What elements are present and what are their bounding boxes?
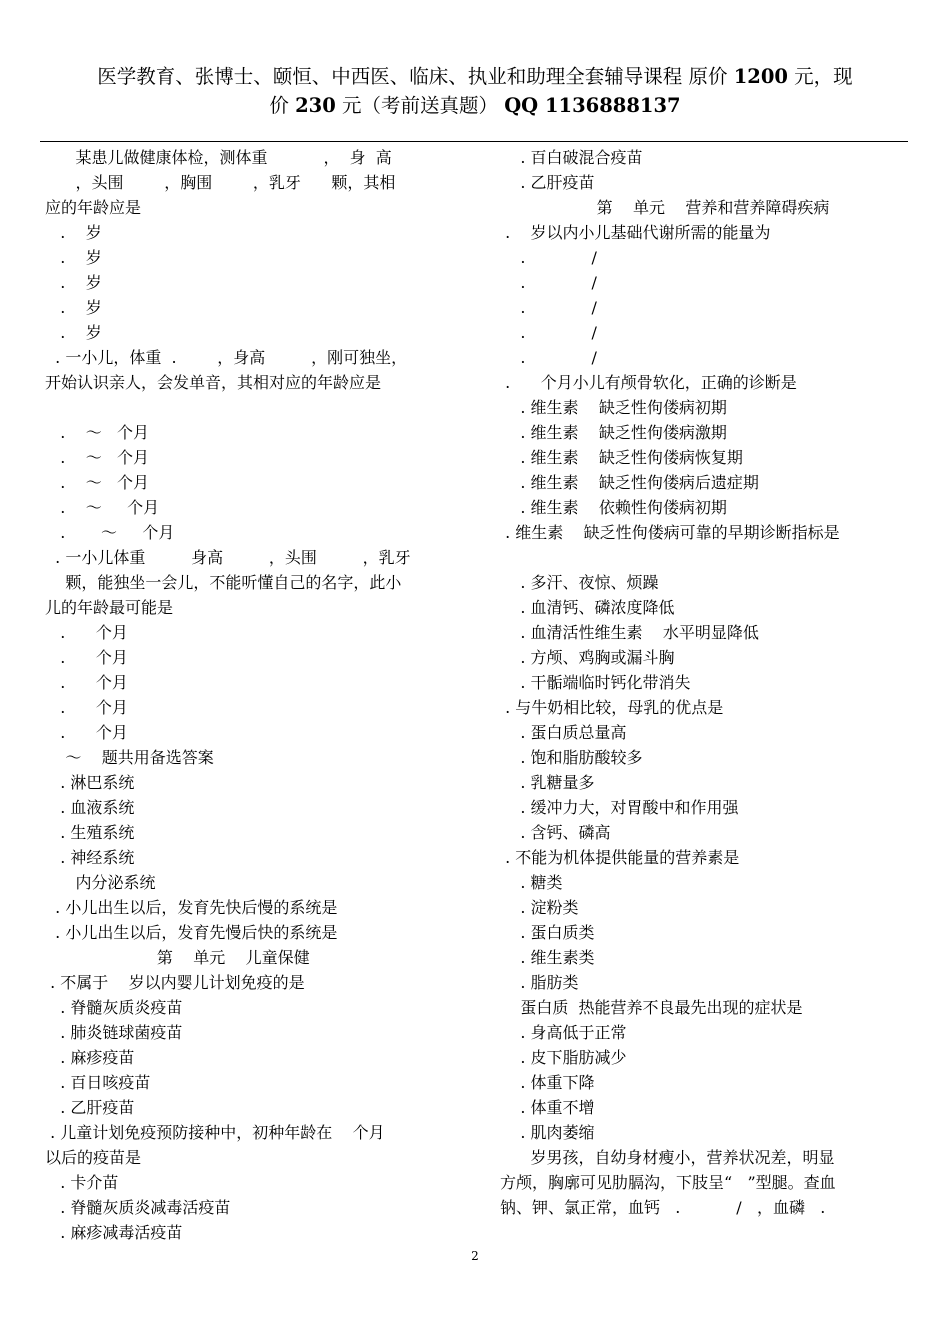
text-line: . 缓冲力大，对胃酸中和作用强 — [500, 798, 739, 817]
text-line: . 肺炎链球菌疫苗 — [45, 1023, 183, 1042]
text-line: . / — [500, 273, 597, 292]
text-line: 儿的年龄最可能是 — [45, 598, 174, 617]
right-column — [500, 145, 910, 1220]
text-line: . 蛋白质总量高 — [500, 723, 627, 742]
text-line: . 皮下脂肪减少 — [500, 1048, 627, 1067]
header-text: 价 — [269, 94, 296, 117]
text-line: . 个月 — [45, 648, 128, 667]
text-line: 应的年龄应是 — [45, 198, 142, 217]
current-price: 230 — [295, 94, 336, 117]
text-line: . / — [500, 248, 597, 267]
text-line: . 岁 — [45, 298, 102, 317]
text-line: . 饱和脂肪酸较多 — [500, 748, 643, 767]
text-line: . 维生素 缺乏性佝偻病恢复期 — [500, 448, 743, 467]
text-line: . ～ 个月 — [45, 498, 160, 517]
text-line: 颗，能独坐一会儿，不能听懂自己的名字，此小 — [45, 573, 402, 592]
text-line: 开始认识亲人，会发单音，其相对应的年龄应是 — [45, 373, 382, 392]
text-line: 以后的疫苗是 — [45, 1148, 142, 1167]
text-line: . 个月 — [45, 623, 128, 642]
text-line: . 麻疹疫苗 — [45, 1048, 135, 1067]
text-line: 方颅，胸廓可见肋膈沟，下肢呈“ ”型腿。查血 — [500, 1173, 836, 1192]
text-line: . 小儿出生以后，发育先慢后快的系统是 — [45, 923, 338, 942]
text-line: . 一小儿，体重 . ，身高 ，刚可独坐， — [45, 348, 408, 367]
text-line: . 淋巴系统 — [45, 773, 135, 792]
text-line: . 儿童计划免疫预防接种中，初种年龄在 个月 — [45, 1123, 385, 1142]
text-line: 第 单元 儿童保健 — [45, 948, 310, 967]
text-line: . 多汗、夜惊、烦躁 — [500, 573, 659, 592]
page-number: 2 — [471, 1249, 479, 1263]
text-line — [45, 395, 460, 420]
text-line: . 麻疹减毒活疫苗 — [45, 1223, 183, 1242]
text-line: . 个月小儿有颅骨软化，正确的诊断是 — [500, 373, 797, 392]
text-line: . 百日咳疫苗 — [45, 1073, 151, 1092]
text-line: . 岁 — [45, 223, 102, 242]
qq-contact: QQ 1136888137 — [504, 94, 681, 117]
text-line: . 小儿出生以后，发育先快后慢的系统是 — [45, 898, 338, 917]
text-line: 钠、钾、氯正常，血钙 . / ，血磷 . — [500, 1198, 826, 1217]
text-line: . 脊髓灰质炎疫苗 — [45, 998, 183, 1017]
text-line: 岁男孩，自幼身材瘦小，营养状况差，明显 — [500, 1148, 835, 1167]
text-line: . 脊髓灰质炎减毒活疫苗 — [45, 1198, 231, 1217]
header-text: 元，现 — [787, 65, 853, 88]
text-line: . 方颅、鸡胸或漏斗胸 — [500, 648, 675, 667]
text-line: . 干骺端临时钙化带消失 — [500, 673, 691, 692]
text-line: . 一小儿体重 身高 ，头围 ，乳牙 — [45, 548, 411, 567]
text-line: . 含钙、磷高 — [500, 823, 611, 842]
text-line: . 岁 — [45, 248, 102, 267]
text-line: . 个月 — [45, 698, 128, 717]
text-line: . 神经系统 — [45, 848, 135, 867]
text-line: . 维生素 缺乏性佝偻病初期 — [500, 398, 727, 417]
text-line: . 卡介苗 — [45, 1173, 119, 1192]
text-line: . 肌肉萎缩 — [500, 1123, 595, 1142]
text-line: . 糖类 — [500, 873, 563, 892]
text-line: . 脂肪类 — [500, 973, 579, 992]
original-price: 1200 — [733, 65, 788, 88]
text-line: . 维生素 依赖性佝偻病初期 — [500, 498, 727, 517]
text-line: . 身高低于正常 — [500, 1023, 627, 1042]
text-line: . 不能为机体提供能量的营养素是 — [500, 848, 740, 867]
text-line: . 乙肝疫苗 — [500, 173, 595, 192]
text-line: . 百白破混合疫苗 — [500, 148, 643, 167]
text-line: 蛋白质 热能营养不良最先出现的症状是 — [500, 998, 803, 1017]
text-line: . ～ 个月 — [45, 523, 175, 542]
text-line: . 乳糖量多 — [500, 773, 595, 792]
text-line: 某患儿做健康体检，测体重 ， 身 高 — [45, 148, 392, 167]
text-line: . / — [500, 348, 597, 367]
text-line: . / — [500, 323, 597, 342]
header-divider — [40, 141, 908, 142]
text-line: . ～ 个月 — [45, 473, 149, 492]
text-line: . 体重下降 — [500, 1073, 595, 1092]
text-line: . 个月 — [45, 673, 128, 692]
text-line: . 血清活性维生素 水平明显降低 — [500, 623, 759, 642]
header-line-1 — [40, 62, 910, 91]
text-line: ～ 题共用备选答案 — [45, 748, 214, 767]
text-line: . ～ 个月 — [45, 448, 149, 467]
text-line: . 血液系统 — [45, 798, 135, 817]
text-line: . 岁 — [45, 323, 102, 342]
text-line — [500, 545, 910, 570]
text-line: . 生殖系统 — [45, 823, 135, 842]
text-line: . 蛋白质类 — [500, 923, 595, 942]
text-line: . 岁以内小儿基础代谢所需的能量为 — [500, 223, 771, 242]
left-column — [45, 145, 460, 1245]
header-text: 元（考前送真题） — [335, 94, 505, 117]
text-line: . 乙肝疫苗 — [45, 1098, 135, 1117]
text-line: . 与牛奶相比较，母乳的优点是 — [500, 698, 724, 717]
text-line: . 维生素 缺乏性佝偻病后遗症期 — [500, 473, 759, 492]
text-line: . 血清钙、磷浓度降低 — [500, 598, 675, 617]
text-line: . 个月 — [45, 723, 128, 742]
text-line: . / — [500, 298, 597, 317]
text-line: . 体重不增 — [500, 1098, 595, 1117]
text-line: . 维生素类 — [500, 948, 595, 967]
text-line: 内分泌系统 — [45, 873, 156, 892]
text-line: . 岁 — [45, 273, 102, 292]
header-line-2 — [40, 91, 910, 120]
header-text: 医学教育、张博士、颐恒、中西医、临床、执业和助理全套辅导课程 原价 — [97, 65, 734, 88]
page-header — [40, 62, 910, 120]
text-line: . 维生素 缺乏性佝偻病激期 — [500, 423, 727, 442]
text-line: ，头围 ，胸围 ，乳牙 颗，其相 — [45, 173, 396, 192]
text-line: . 维生素 缺乏性佝偻病可靠的早期诊断指标是 — [500, 523, 840, 542]
text-line: . 不属于 岁以内婴儿计划免疫的是 — [45, 973, 305, 992]
text-line: . ～ 个月 — [45, 423, 149, 442]
text-line: 第 单元 营养和营养障碍疾病 — [500, 198, 830, 217]
text-line: . 淀粉类 — [500, 898, 579, 917]
